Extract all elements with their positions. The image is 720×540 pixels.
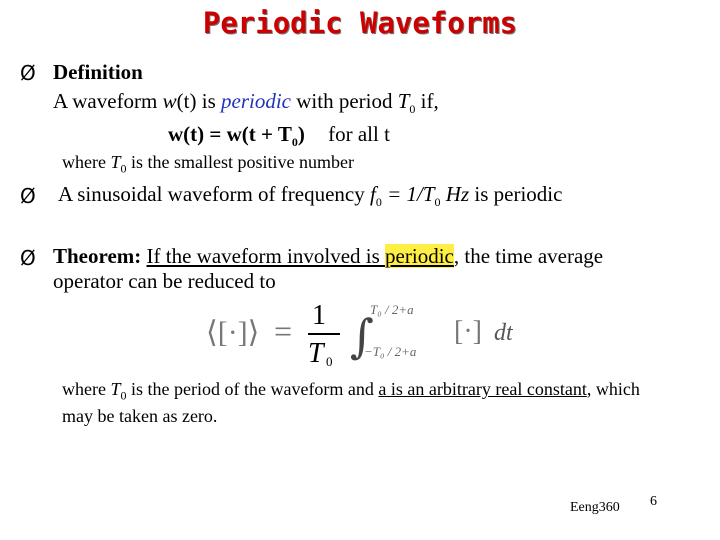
- page-number: 6: [650, 494, 657, 509]
- course-label: Eeng360: [570, 500, 620, 515]
- bullet-arrow-icon: Ø: [20, 246, 36, 270]
- formula-numerator: 1: [312, 300, 326, 331]
- note-line-2: may be taken as zero.: [62, 406, 218, 426]
- periodicity-equation: $w(t) = w(t + T_0)$ for all t: [168, 122, 390, 150]
- formula-denominator: T: [308, 338, 324, 369]
- bullet-arrow-icon: Ø: [20, 184, 36, 208]
- time-average-formula: [200, 298, 530, 370]
- formula-integrand: [·]: [454, 316, 482, 347]
- note-line-1: where $T_0$ is the period of the waveform and a is an arbitrary real constant, which: [62, 379, 640, 403]
- formula-lhs: ⟨[·]⟩: [206, 316, 260, 349]
- slide-title: Periodic Waveforms: [202, 6, 518, 40]
- definition-heading: Definition: [53, 60, 143, 84]
- lower-limit: −T₀ / 2+a: [364, 344, 417, 359]
- definition-line: A waveform w(t) is periodic with period $T_0$ if,: [53, 89, 439, 117]
- formula-dt: dt: [494, 320, 513, 346]
- formula-equals: =: [274, 313, 293, 349]
- sinusoid-statement: A sinusoidal waveform of frequency $f_0 = 1/T_0$ Hz is periodic: [58, 182, 563, 210]
- integral-sign-icon: ∫: [350, 309, 374, 363]
- upper-limit: T₀ / 2+a: [370, 302, 414, 317]
- definition-where-line: where $T_0$ is the smallest positive number: [62, 152, 354, 176]
- bullet-arrow-icon: Ø: [20, 61, 36, 85]
- theorem-line-2: operator can be reduced to: [53, 269, 276, 293]
- theorem-line: Theorem: If the waveform involved is periodic, the time average: [53, 244, 604, 268]
- formula-den-sub: 0: [326, 354, 333, 369]
